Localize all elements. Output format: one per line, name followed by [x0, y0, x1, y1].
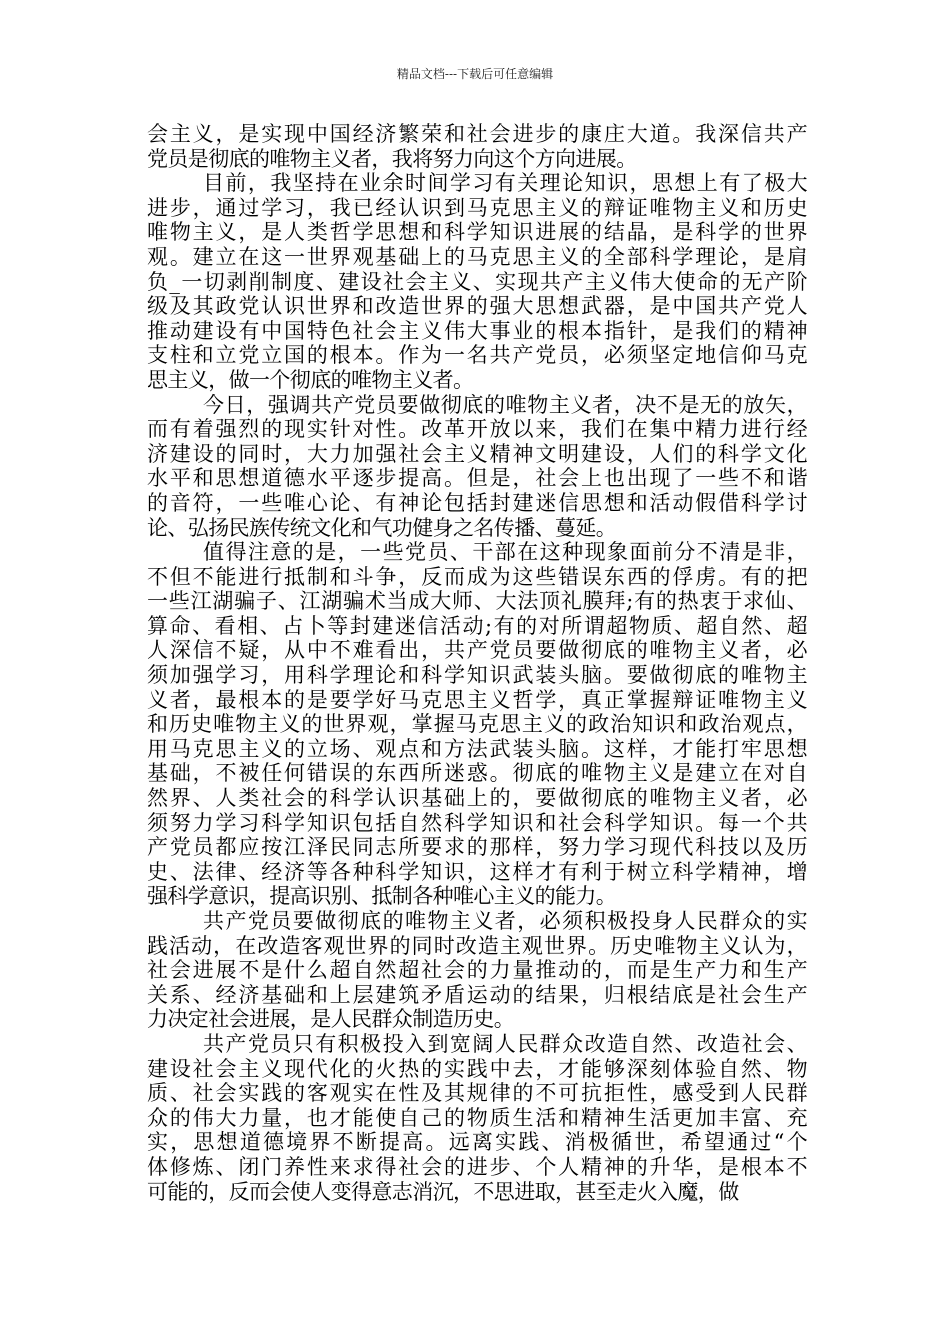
text-line: 济建设的同时，大力加强社会主义精神文明建设，人们的科学文化 — [147, 441, 807, 466]
text-line: 唯物主义，是人类哲学思想和科学知识进展的结晶，是科学的世界 — [147, 220, 807, 245]
text-line: 用马克思主义的立场、观点和方法武装头脑。这样，才能打牢思想 — [147, 736, 807, 761]
text-line: 须加强学习，用科学理论和科学知识武装头脑。要做彻底的唯物主 — [147, 663, 807, 688]
text-line: 人深信不疑，从中不难看出，共产党员要做彻底的唯物主义者，必 — [147, 638, 807, 663]
text-line: 不但不能进行抵制和斗争，反而成为这些错误东西的俘虏。有的把 — [147, 564, 807, 589]
text-line: 然界、人类社会的科学认识基础上的，要做彻底的唯物主义者，必 — [147, 786, 807, 811]
text-line: 的音符，一些唯心论、有神论包括封建迷信思想和活动假借科学讨 — [147, 490, 807, 515]
page-header: 精品文档---下载后可任意编辑 — [396, 67, 554, 81]
paragraph — [147, 122, 807, 171]
text-line: 级及其政党认识世界和改造世界的强大思想武器，是中国共产党人 — [147, 294, 807, 319]
text-line: 进步，通过学习，我已经认识到马克思主义的辩证唯物主义和历史 — [147, 195, 807, 220]
text-line: 思主义，做一个彻底的唯物主义者。 — [147, 367, 474, 392]
text-line: 基础，不被任何错误的东西所迷惑。彻底的唯物主义是建立在对自 — [147, 761, 807, 786]
text-line: 关系、经济基础和上层建筑矛盾运动的结果，归根结底是社会生产 — [147, 982, 807, 1007]
text-line: 会主义，是实现中国经济繁荣和社会进步的康庄大道。我深信共产 — [147, 122, 807, 146]
text-line: 观。建立在这一世界观基础上的马克思主义的全部科学理论，是肩 — [147, 244, 807, 269]
paragraph — [147, 393, 807, 541]
text-line: 强科学意识，提高识别、抵制各种唯心主义的能力。 — [147, 884, 617, 909]
text-line: 和历史唯物主义的世界观，掌握马克思主义的政治知识和政治观点， — [147, 712, 807, 737]
paragraph — [147, 540, 807, 909]
document-body — [147, 122, 807, 1204]
text-line: 史、法律、经济等各种科学知识，这样才有利于树立科学精神，增 — [147, 859, 807, 884]
text-line: 共产党员要做彻底的唯物主义者，必须积极投身人民群众的实 — [203, 909, 807, 933]
text-line: 践活动，在改造客观世界的同时改造主观世界。历史唯物主义认为， — [147, 933, 807, 958]
text-line: 水平和思想道德水平逐步提高。但是，社会上也出现了一些不和谐 — [147, 466, 807, 491]
text-line: 体修炼、闭门养性来求得社会的进步、个人精神的升华，是根本不 — [147, 1154, 807, 1179]
paragraph — [147, 909, 807, 1032]
text-line: 值得注意的是，一些党员、干部在这种现象面前分不清是非， — [203, 540, 807, 565]
text-line: 共产党员只有积极投入到宽阔人民群众改造自然、改造社会、 — [203, 1031, 807, 1056]
text-line: 众的伟大力量，也才能使自己的物质生活和精神生活更加丰富、充 — [147, 1105, 807, 1130]
text-line: 可能的，反而会使人变得意志消沉，不思进取，甚至走火入魔，做 — [147, 1179, 739, 1204]
text-line: 论、弘扬民族传统文化和气功健身之名传播、蔓延。 — [147, 515, 617, 540]
text-line: 目前，我坚持在业余时间学习有关理论知识，思想上有了极大 — [203, 171, 807, 196]
text-line: 须努力学习科学知识包括自然科学知识和社会科学知识。每一个共 — [147, 810, 807, 835]
paragraph — [147, 1032, 807, 1204]
text-line: 社会进展不是什么超自然超社会的力量推动的，而是生产力和生产 — [147, 958, 807, 983]
text-line: 推动建设有中国特色社会主义伟大事业的根本指针，是我们的精神 — [147, 318, 807, 343]
text-line: 产党员都应按江泽民同志所要求的那样，努力学习现代科技以及历 — [147, 835, 807, 860]
text-line: 而有着强烈的现实针对性。改革开放以来，我们在集中精力进行经 — [147, 417, 807, 442]
text-line: 算命、看相、占卜等封建迷信活动;有的对所谓超物质、超自然、超 — [147, 613, 807, 638]
text-line: 今日，强调共产党员要做彻底的唯物主义者，决不是无的放矢， — [203, 392, 807, 417]
text-line: 支柱和立党立国的根本。作为一名共产党员，必须坚定地信仰马克 — [147, 343, 807, 368]
text-line: 党员是彻底的唯物主义者，我将努力向这个方向进展。 — [147, 146, 637, 171]
text-line: 实，思想道德境界不断提高。远离实践、消极循世，希望通过“个 — [147, 1130, 807, 1155]
text-line: 一些江湖骗子、江湖骗术当成大师、大法顶礼膜拜;有的热衷于求仙、 — [147, 589, 807, 614]
text-line: 建设社会主义现代化的火热的实践中去，才能够深刻体验自然、物 — [147, 1056, 807, 1081]
text-line: 质、社会实践的客观实在性及其规律的不可抗拒性，感受到人民群 — [147, 1081, 807, 1106]
text-line: 负_一切剥削制度、建设社会主义、实现共产主义伟大使命的无产阶 — [147, 269, 807, 294]
text-line: 力决定社会进展，是人民群众制造历史。 — [147, 1007, 515, 1032]
text-line: 义者，最根本的是要学好马克思主义哲学，真正掌握辩证唯物主义 — [147, 687, 807, 712]
paragraph — [147, 171, 807, 392]
